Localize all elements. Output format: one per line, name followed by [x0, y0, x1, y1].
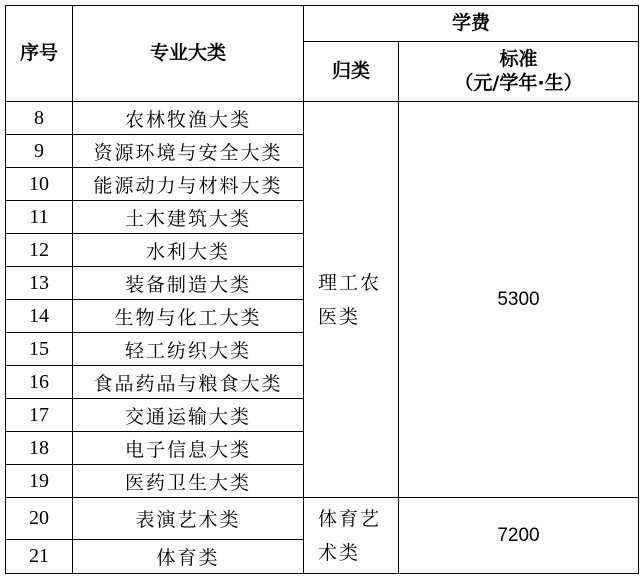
category-name: 装备制造大类 [73, 267, 304, 300]
table-row [6, 498, 639, 540]
tuition-header: 学费 [304, 6, 639, 42]
category-name: 交通运输大类 [73, 399, 304, 432]
row-number: 9 [6, 135, 73, 168]
category-name: 水利大类 [73, 234, 304, 267]
fee-cell-arts: 7200 [399, 498, 639, 574]
row-number: 15 [6, 333, 73, 366]
category-name: 能源动力与材料大类 [73, 168, 304, 201]
group-cell-arts [304, 498, 399, 574]
row-number: 19 [6, 465, 73, 498]
category-header: 专业大类 [73, 6, 304, 102]
row-number: 16 [6, 366, 73, 399]
standard-header [399, 42, 639, 102]
category-name: 土木建筑大类 [73, 201, 304, 234]
row-number: 13 [6, 267, 73, 300]
category-name: 医药卫生大类 [73, 465, 304, 498]
classification-header: 归类 [304, 42, 399, 102]
category-name: 资源环境与安全大类 [73, 135, 304, 168]
row-number: 18 [6, 432, 73, 465]
category-name: 生物与化工大类 [73, 300, 304, 333]
group-label: 理工农医类 [318, 271, 382, 328]
table-row [6, 102, 639, 135]
row-number: 10 [6, 168, 73, 201]
header-row-1 [6, 6, 639, 42]
tuition-table [5, 5, 639, 574]
row-number: 21 [6, 540, 73, 574]
category-name: 轻工纺织大类 [73, 333, 304, 366]
fee-cell-science: 5300 [399, 102, 639, 498]
category-name: 农林牧渔大类 [73, 102, 304, 135]
category-name: 食品药品与粮食大类 [73, 366, 304, 399]
row-number: 8 [6, 102, 73, 135]
standard-header-line1: 标准 [499, 47, 538, 70]
row-number: 12 [6, 234, 73, 267]
category-name: 电子信息大类 [73, 432, 304, 465]
category-name: 表演艺术类 [73, 498, 304, 540]
seq-header: 序号 [6, 6, 73, 102]
group-cell-science [304, 102, 399, 498]
row-number: 20 [6, 498, 73, 540]
standard-header-line2: （元/学年·生） [454, 71, 583, 94]
row-number: 17 [6, 399, 73, 432]
category-name: 体育类 [73, 540, 304, 574]
group-label: 体育艺术类 [318, 507, 382, 564]
row-number: 14 [6, 300, 73, 333]
row-number: 11 [6, 201, 73, 234]
